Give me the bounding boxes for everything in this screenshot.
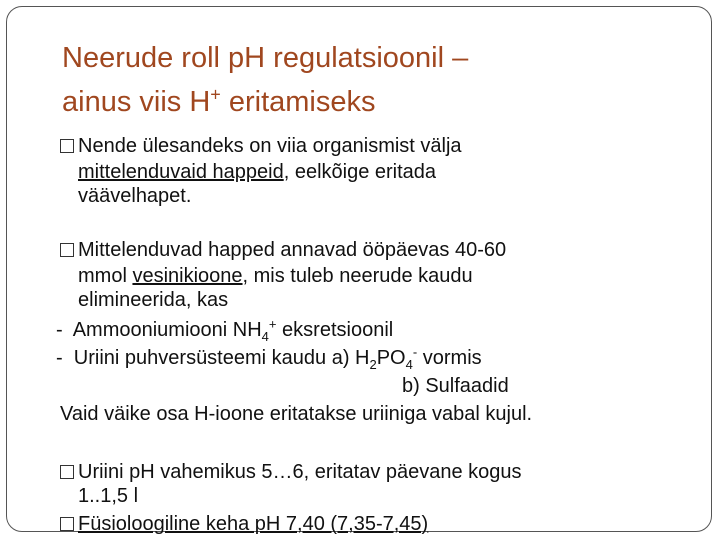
bullet-1-text-2: , eelkõige eritada bbox=[283, 161, 437, 183]
bullet-2-text: Mittelenduvad happed annavad ööpäevas 40-60 bbox=[78, 239, 507, 261]
dash-2-subscript-1: 2 bbox=[369, 357, 377, 372]
bullet-4-line-1 bbox=[60, 512, 428, 536]
bullet-2-underlined: vesinikioone bbox=[132, 265, 243, 287]
title-line-2 bbox=[62, 80, 682, 124]
dash-1-text: Ammooniumiooni NH bbox=[72, 319, 262, 341]
dash-1-superscript: + bbox=[268, 316, 277, 332]
title-line-1: Neerude roll pH regulatsioonil – bbox=[62, 42, 469, 74]
bullet-1-line-2 bbox=[78, 160, 436, 184]
bullet-2-line-3: elimineerida, kas bbox=[78, 289, 229, 311]
bullet-3-line-1 bbox=[60, 460, 522, 484]
bullet-box-icon bbox=[60, 139, 74, 153]
dash-2-mid: PO bbox=[376, 347, 406, 369]
dash-1-subscript: 4 bbox=[261, 329, 269, 344]
bullet-box-icon bbox=[60, 465, 74, 479]
bullet-2-pre: mmol bbox=[78, 265, 133, 287]
vaid-line: Vaid väike osa H-ioone eritatakse uriiniga vabal kujul. bbox=[60, 403, 533, 425]
title-superscript: + bbox=[210, 84, 221, 105]
sulfaadid-line: b) Sulfaadid bbox=[402, 375, 509, 397]
bullet-1-line-3: väävelhapet. bbox=[78, 185, 192, 207]
dash-2-end: vormis bbox=[417, 347, 482, 369]
title-line-2-end: eritamiseks bbox=[220, 86, 376, 118]
bullet-box-icon bbox=[60, 517, 74, 531]
dash-2-subscript-2: 4 bbox=[405, 357, 413, 372]
dash-2-text: Uriini puhversüsteemi kaudu a) H bbox=[73, 347, 370, 369]
title-line-2-text: ainus viis H bbox=[62, 86, 211, 118]
dash-marker: - bbox=[56, 347, 63, 369]
bullet-2-line-1 bbox=[60, 238, 506, 262]
bullet-1-line-1 bbox=[60, 134, 462, 158]
dash-item-2 bbox=[56, 346, 482, 370]
bullet-4-text: Füsioloogiline keha pH 7,40 (7,35-7,45) bbox=[78, 513, 429, 535]
bullet-1-underlined: mittelenduvaid happeid bbox=[78, 161, 284, 183]
dash-item-1 bbox=[56, 318, 393, 342]
dash-2-superscript: - bbox=[412, 344, 418, 360]
dash-1-end: eksretsioonil bbox=[276, 319, 394, 341]
bullet-3-line-2: 1..1,5 l bbox=[78, 485, 139, 507]
bullet-3-text: Uriini pH vahemikus 5…6, eritatav päevane kogus bbox=[78, 461, 522, 483]
bullet-1-text: Nende ülesandeks on viia organismist välja bbox=[78, 135, 462, 157]
dash-marker: - bbox=[56, 319, 63, 341]
slide-title bbox=[62, 36, 682, 124]
bullet-2-post: , mis tuleb neerude kaudu bbox=[242, 265, 473, 287]
bullet-box-icon bbox=[60, 243, 74, 257]
bullet-2-line-2 bbox=[78, 264, 473, 288]
